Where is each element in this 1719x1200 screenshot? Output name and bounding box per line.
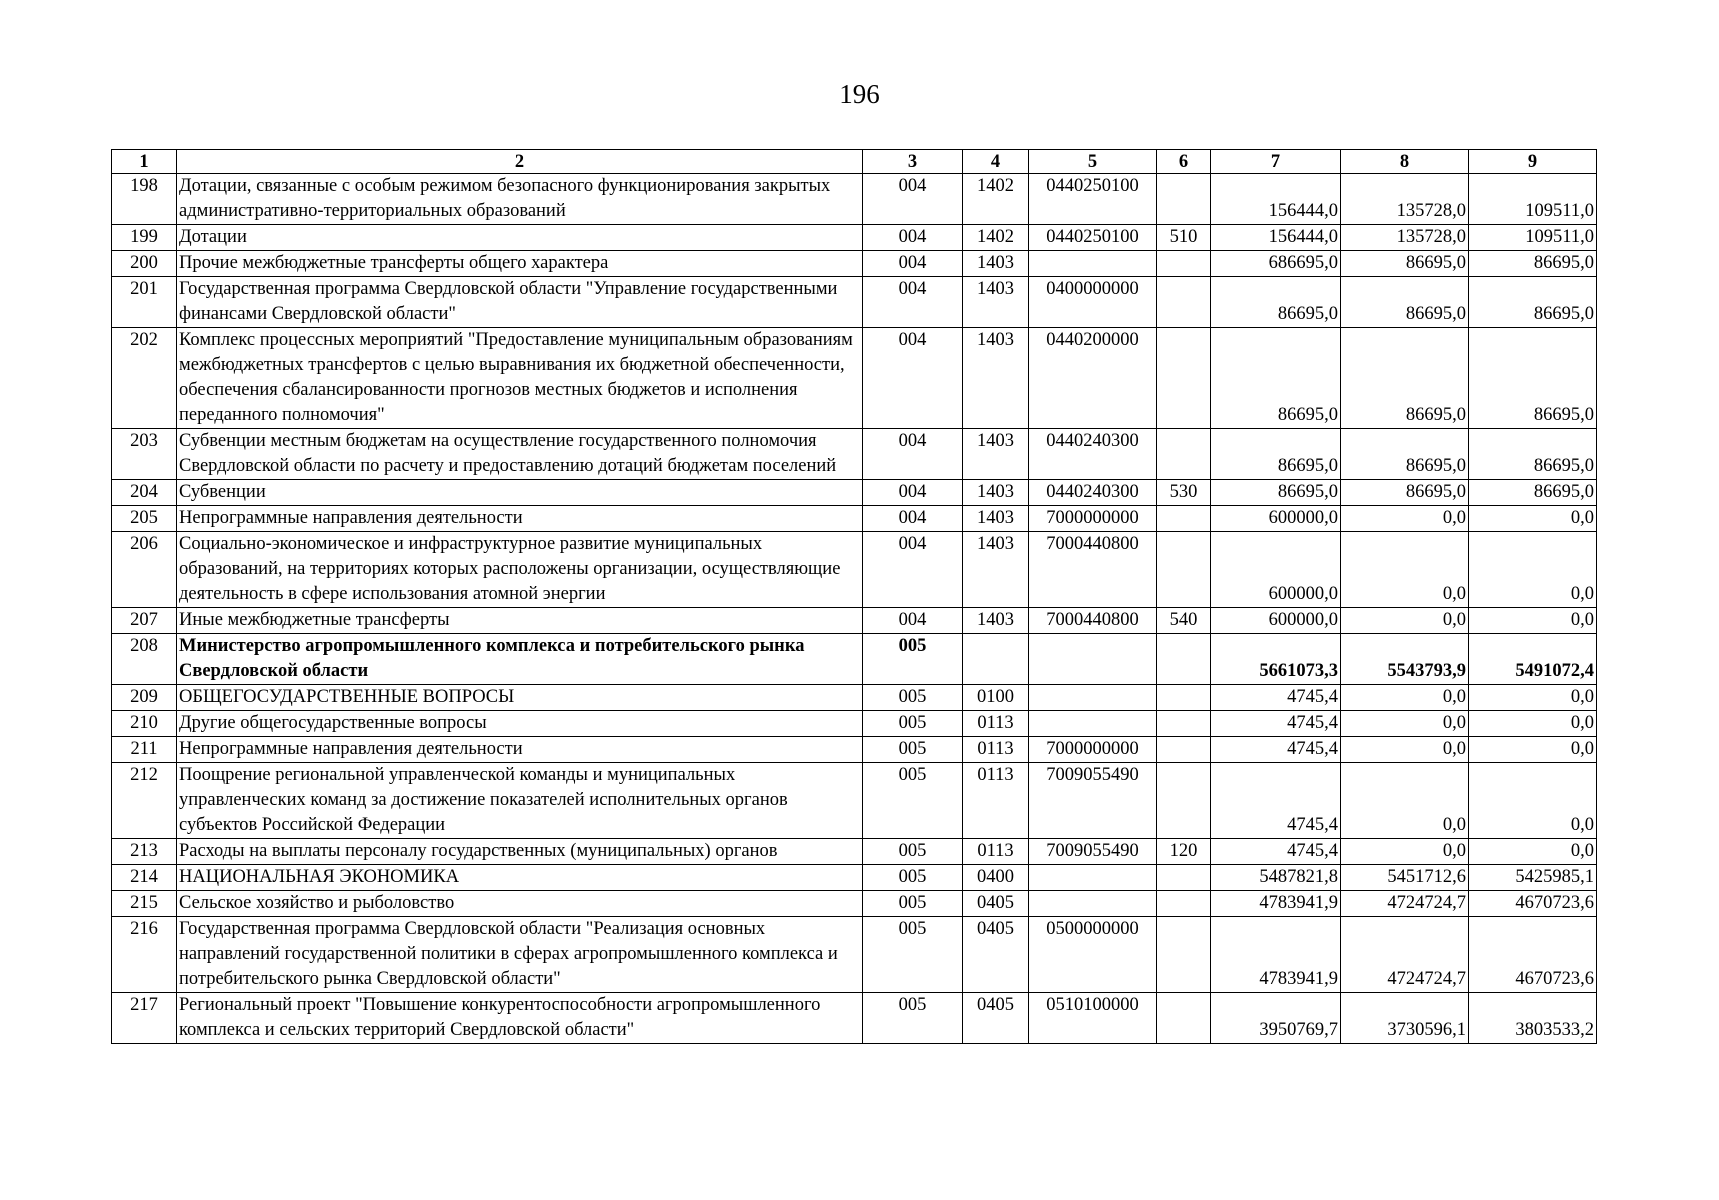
section-code-cell: 0113 (963, 839, 1029, 865)
ministry-code-cell: 005 (863, 891, 963, 917)
row-number-cell: 199 (112, 225, 177, 251)
amount-year2-cell: 0,0 (1341, 711, 1469, 737)
table-row (112, 993, 1597, 1044)
column-header: 6 (1157, 150, 1211, 174)
amount-year2-cell: 0,0 (1341, 608, 1469, 634)
expense-type-cell (1157, 891, 1211, 917)
amount-year2-cell: 0,0 (1341, 763, 1469, 839)
expense-type-cell (1157, 506, 1211, 532)
ministry-code-cell: 005 (863, 685, 963, 711)
table-row (112, 429, 1597, 480)
amount-year1-cell: 156444,0 (1211, 174, 1341, 225)
target-article-cell: 7000000000 (1029, 737, 1157, 763)
expense-type-cell: 120 (1157, 839, 1211, 865)
ministry-code-cell: 004 (863, 328, 963, 429)
table-row (112, 532, 1597, 608)
expense-type-cell (1157, 634, 1211, 685)
target-article-cell (1029, 711, 1157, 737)
section-code-cell: 1402 (963, 174, 1029, 225)
amount-year2-cell: 135728,0 (1341, 174, 1469, 225)
target-article-cell: 7009055490 (1029, 763, 1157, 839)
amount-year1-cell: 600000,0 (1211, 532, 1341, 608)
ministry-code-cell: 005 (863, 737, 963, 763)
row-name-cell: Региональный проект "Повышение конкурентоспособности агропромышленного комплекса и сельских территорий Свердловской области" (177, 993, 863, 1044)
expense-type-cell: 540 (1157, 608, 1211, 634)
row-number-cell: 208 (112, 634, 177, 685)
row-name-cell: Комплекс процессных мероприятий "Предоставление муниципальным образованиям межбюджетных трансфертов с целью выравнивания их бюджетной обеспеченности, обеспечения сбалансированности прогнозов местных бюджетов и исполнения переданного полномочия" (177, 328, 863, 429)
expense-type-cell (1157, 763, 1211, 839)
row-name-cell: Дотации, связанные с особым режимом безопасного функционирования закрытых административно-территориальных образований (177, 174, 863, 225)
table-row (112, 917, 1597, 993)
table-row (112, 277, 1597, 328)
target-article-cell: 0440250100 (1029, 174, 1157, 225)
ministry-code-cell: 004 (863, 277, 963, 328)
target-article-cell: 7009055490 (1029, 839, 1157, 865)
column-header: 8 (1341, 150, 1469, 174)
amount-year1-cell: 4745,4 (1211, 839, 1341, 865)
amount-year2-cell: 3730596,1 (1341, 993, 1469, 1044)
amount-year3-cell: 0,0 (1469, 711, 1597, 737)
target-article-cell: 0510100000 (1029, 993, 1157, 1044)
column-header: 3 (863, 150, 963, 174)
amount-year3-cell: 109511,0 (1469, 174, 1597, 225)
amount-year3-cell: 86695,0 (1469, 480, 1597, 506)
amount-year1-cell: 156444,0 (1211, 225, 1341, 251)
section-code-cell: 1403 (963, 251, 1029, 277)
target-article-cell: 0440240300 (1029, 429, 1157, 480)
amount-year3-cell: 0,0 (1469, 839, 1597, 865)
amount-year3-cell: 4670723,6 (1469, 891, 1597, 917)
amount-year1-cell: 86695,0 (1211, 328, 1341, 429)
amount-year1-cell: 4783941,9 (1211, 917, 1341, 993)
amount-year1-cell: 86695,0 (1211, 429, 1341, 480)
section-code-cell: 0400 (963, 865, 1029, 891)
column-header: 1 (112, 150, 177, 174)
table-row (112, 174, 1597, 225)
amount-year2-cell: 0,0 (1341, 737, 1469, 763)
amount-year3-cell: 86695,0 (1469, 429, 1597, 480)
row-name-cell: ОБЩЕГОСУДАРСТВЕННЫЕ ВОПРОСЫ (177, 685, 863, 711)
expense-type-cell (1157, 429, 1211, 480)
row-number-cell: 214 (112, 865, 177, 891)
row-name-cell: Расходы на выплаты персоналу государственных (муниципальных) органов (177, 839, 863, 865)
row-number-cell: 216 (112, 917, 177, 993)
ministry-code-cell: 005 (863, 839, 963, 865)
amount-year3-cell: 86695,0 (1469, 251, 1597, 277)
amount-year1-cell: 4745,4 (1211, 711, 1341, 737)
amount-year1-cell: 86695,0 (1211, 480, 1341, 506)
row-number-cell: 212 (112, 763, 177, 839)
amount-year2-cell: 4724724,7 (1341, 891, 1469, 917)
row-number-cell: 204 (112, 480, 177, 506)
table-row (112, 251, 1597, 277)
ministry-code-cell: 004 (863, 480, 963, 506)
amount-year3-cell: 0,0 (1469, 737, 1597, 763)
row-name-cell: Государственная программа Свердловской области "Реализация основных направлений государственной политики в сферах агропромышленного комплекса и потребительского рынка Свердловской области" (177, 917, 863, 993)
table-row (112, 634, 1597, 685)
ministry-code-cell: 004 (863, 429, 963, 480)
row-name-cell: Сельское хозяйство и рыболовство (177, 891, 863, 917)
table-row (112, 737, 1597, 763)
row-number-cell: 201 (112, 277, 177, 328)
amount-year2-cell: 86695,0 (1341, 328, 1469, 429)
amount-year3-cell: 5425985,1 (1469, 865, 1597, 891)
table-row (112, 328, 1597, 429)
amount-year3-cell: 0,0 (1469, 532, 1597, 608)
expense-type-cell (1157, 993, 1211, 1044)
section-code-cell: 1403 (963, 608, 1029, 634)
target-article-cell: 0440240300 (1029, 480, 1157, 506)
amount-year2-cell: 4724724,7 (1341, 917, 1469, 993)
target-article-cell: 7000440800 (1029, 608, 1157, 634)
table-row (112, 865, 1597, 891)
table-row (112, 891, 1597, 917)
table-row (112, 763, 1597, 839)
ministry-code-cell: 005 (863, 993, 963, 1044)
target-article-cell (1029, 251, 1157, 277)
header-row (112, 150, 1597, 174)
amount-year1-cell: 600000,0 (1211, 506, 1341, 532)
row-name-cell: Прочие межбюджетные трансферты общего характера (177, 251, 863, 277)
row-number-cell: 209 (112, 685, 177, 711)
row-number-cell: 205 (112, 506, 177, 532)
row-number-cell: 215 (112, 891, 177, 917)
ministry-code-cell: 005 (863, 711, 963, 737)
section-code-cell: 0405 (963, 917, 1029, 993)
budget-table (111, 149, 1597, 1044)
amount-year3-cell: 3803533,2 (1469, 993, 1597, 1044)
row-number-cell: 203 (112, 429, 177, 480)
table-row (112, 225, 1597, 251)
row-name-cell: Дотации (177, 225, 863, 251)
amount-year3-cell: 0,0 (1469, 608, 1597, 634)
section-code-cell: 0405 (963, 993, 1029, 1044)
table-row (112, 711, 1597, 737)
table-row (112, 506, 1597, 532)
amount-year2-cell: 135728,0 (1341, 225, 1469, 251)
target-article-cell: 7000440800 (1029, 532, 1157, 608)
row-number-cell: 210 (112, 711, 177, 737)
expense-type-cell (1157, 737, 1211, 763)
target-article-cell (1029, 634, 1157, 685)
row-name-cell: Поощрение региональной управленческой команды и муниципальных управленческих команд за достижение показателей исполнительных органов субъектов Российской Федерации (177, 763, 863, 839)
column-header: 9 (1469, 150, 1597, 174)
section-code-cell: 0113 (963, 763, 1029, 839)
row-number-cell: 198 (112, 174, 177, 225)
amount-year1-cell: 600000,0 (1211, 608, 1341, 634)
expense-type-cell (1157, 711, 1211, 737)
table-body (112, 174, 1597, 1044)
table-row (112, 608, 1597, 634)
amount-year1-cell: 3950769,7 (1211, 993, 1341, 1044)
amount-year1-cell: 4745,4 (1211, 763, 1341, 839)
row-name-cell: Субвенции (177, 480, 863, 506)
ministry-code-cell: 005 (863, 763, 963, 839)
amount-year3-cell: 109511,0 (1469, 225, 1597, 251)
amount-year2-cell: 86695,0 (1341, 251, 1469, 277)
expense-type-cell: 510 (1157, 225, 1211, 251)
row-name-cell: Социально-экономическое и инфраструктурное развитие муниципальных образований, на территориях которых расположены организации, осуществляющие деятельность в сфере использования атомной энергии (177, 532, 863, 608)
row-name-cell: Субвенции местным бюджетам на осуществление государственного полномочия Свердловской области по расчету и предоставлению дотаций бюджетам поселений (177, 429, 863, 480)
column-header: 2 (177, 150, 863, 174)
ministry-code-cell: 005 (863, 634, 963, 685)
table-row (112, 480, 1597, 506)
ministry-code-cell: 005 (863, 865, 963, 891)
row-number-cell: 202 (112, 328, 177, 429)
expense-type-cell (1157, 685, 1211, 711)
section-code-cell: 1403 (963, 480, 1029, 506)
target-article-cell (1029, 865, 1157, 891)
section-code-cell: 1403 (963, 532, 1029, 608)
ministry-code-cell: 004 (863, 174, 963, 225)
target-article-cell (1029, 891, 1157, 917)
row-name-cell: НАЦИОНАЛЬНАЯ ЭКОНОМИКА (177, 865, 863, 891)
row-name-cell: Государственная программа Свердловской области "Управление государственными финансами Свердловской области" (177, 277, 863, 328)
section-code-cell: 1403 (963, 429, 1029, 480)
amount-year3-cell: 0,0 (1469, 506, 1597, 532)
section-code-cell (963, 634, 1029, 685)
amount-year1-cell: 4745,4 (1211, 685, 1341, 711)
expense-type-cell (1157, 174, 1211, 225)
section-code-cell: 1403 (963, 328, 1029, 429)
section-code-cell: 1402 (963, 225, 1029, 251)
amount-year3-cell: 5491072,4 (1469, 634, 1597, 685)
expense-type-cell (1157, 277, 1211, 328)
target-article-cell: 0440250100 (1029, 225, 1157, 251)
section-code-cell: 0405 (963, 891, 1029, 917)
row-name-cell: Министерство агропромышленного комплекса и потребительского рынка Свердловской области (177, 634, 863, 685)
section-code-cell: 0113 (963, 737, 1029, 763)
expense-type-cell (1157, 251, 1211, 277)
target-article-cell (1029, 685, 1157, 711)
amount-year2-cell: 86695,0 (1341, 480, 1469, 506)
row-name-cell: Непрограммные направления деятельности (177, 737, 863, 763)
row-name-cell: Непрограммные направления деятельности (177, 506, 863, 532)
section-code-cell: 0100 (963, 685, 1029, 711)
row-number-cell: 217 (112, 993, 177, 1044)
amount-year1-cell: 5487821,8 (1211, 865, 1341, 891)
amount-year1-cell: 86695,0 (1211, 277, 1341, 328)
row-name-cell: Другие общегосударственные вопросы (177, 711, 863, 737)
amount-year1-cell: 4745,4 (1211, 737, 1341, 763)
amount-year3-cell: 4670723,6 (1469, 917, 1597, 993)
amount-year2-cell: 5451712,6 (1341, 865, 1469, 891)
amount-year2-cell: 0,0 (1341, 839, 1469, 865)
section-code-cell: 1403 (963, 506, 1029, 532)
table-row (112, 685, 1597, 711)
column-header: 5 (1029, 150, 1157, 174)
ministry-code-cell: 004 (863, 251, 963, 277)
amount-year2-cell: 5543793,9 (1341, 634, 1469, 685)
column-header: 7 (1211, 150, 1341, 174)
target-article-cell: 0400000000 (1029, 277, 1157, 328)
expense-type-cell (1157, 328, 1211, 429)
ministry-code-cell: 004 (863, 506, 963, 532)
expense-type-cell (1157, 865, 1211, 891)
expense-type-cell: 530 (1157, 480, 1211, 506)
target-article-cell: 7000000000 (1029, 506, 1157, 532)
amount-year3-cell: 0,0 (1469, 685, 1597, 711)
amount-year2-cell: 86695,0 (1341, 429, 1469, 480)
expense-type-cell (1157, 917, 1211, 993)
row-number-cell: 206 (112, 532, 177, 608)
amount-year2-cell: 0,0 (1341, 506, 1469, 532)
ministry-code-cell: 005 (863, 917, 963, 993)
target-article-cell: 0500000000 (1029, 917, 1157, 993)
table-row (112, 839, 1597, 865)
expense-type-cell (1157, 532, 1211, 608)
section-code-cell: 0113 (963, 711, 1029, 737)
row-number-cell: 200 (112, 251, 177, 277)
row-number-cell: 211 (112, 737, 177, 763)
row-name-cell: Иные межбюджетные трансферты (177, 608, 863, 634)
row-number-cell: 207 (112, 608, 177, 634)
section-code-cell: 1403 (963, 277, 1029, 328)
ministry-code-cell: 004 (863, 608, 963, 634)
target-article-cell: 0440200000 (1029, 328, 1157, 429)
column-header: 4 (963, 150, 1029, 174)
amount-year1-cell: 4783941,9 (1211, 891, 1341, 917)
amount-year3-cell: 86695,0 (1469, 277, 1597, 328)
amount-year2-cell: 86695,0 (1341, 277, 1469, 328)
amount-year1-cell: 686695,0 (1211, 251, 1341, 277)
amount-year3-cell: 0,0 (1469, 763, 1597, 839)
amount-year2-cell: 0,0 (1341, 532, 1469, 608)
ministry-code-cell: 004 (863, 532, 963, 608)
amount-year2-cell: 0,0 (1341, 685, 1469, 711)
page-number: 196 (839, 79, 880, 109)
ministry-code-cell: 004 (863, 225, 963, 251)
amount-year3-cell: 86695,0 (1469, 328, 1597, 429)
amount-year1-cell: 5661073,3 (1211, 634, 1341, 685)
row-number-cell: 213 (112, 839, 177, 865)
